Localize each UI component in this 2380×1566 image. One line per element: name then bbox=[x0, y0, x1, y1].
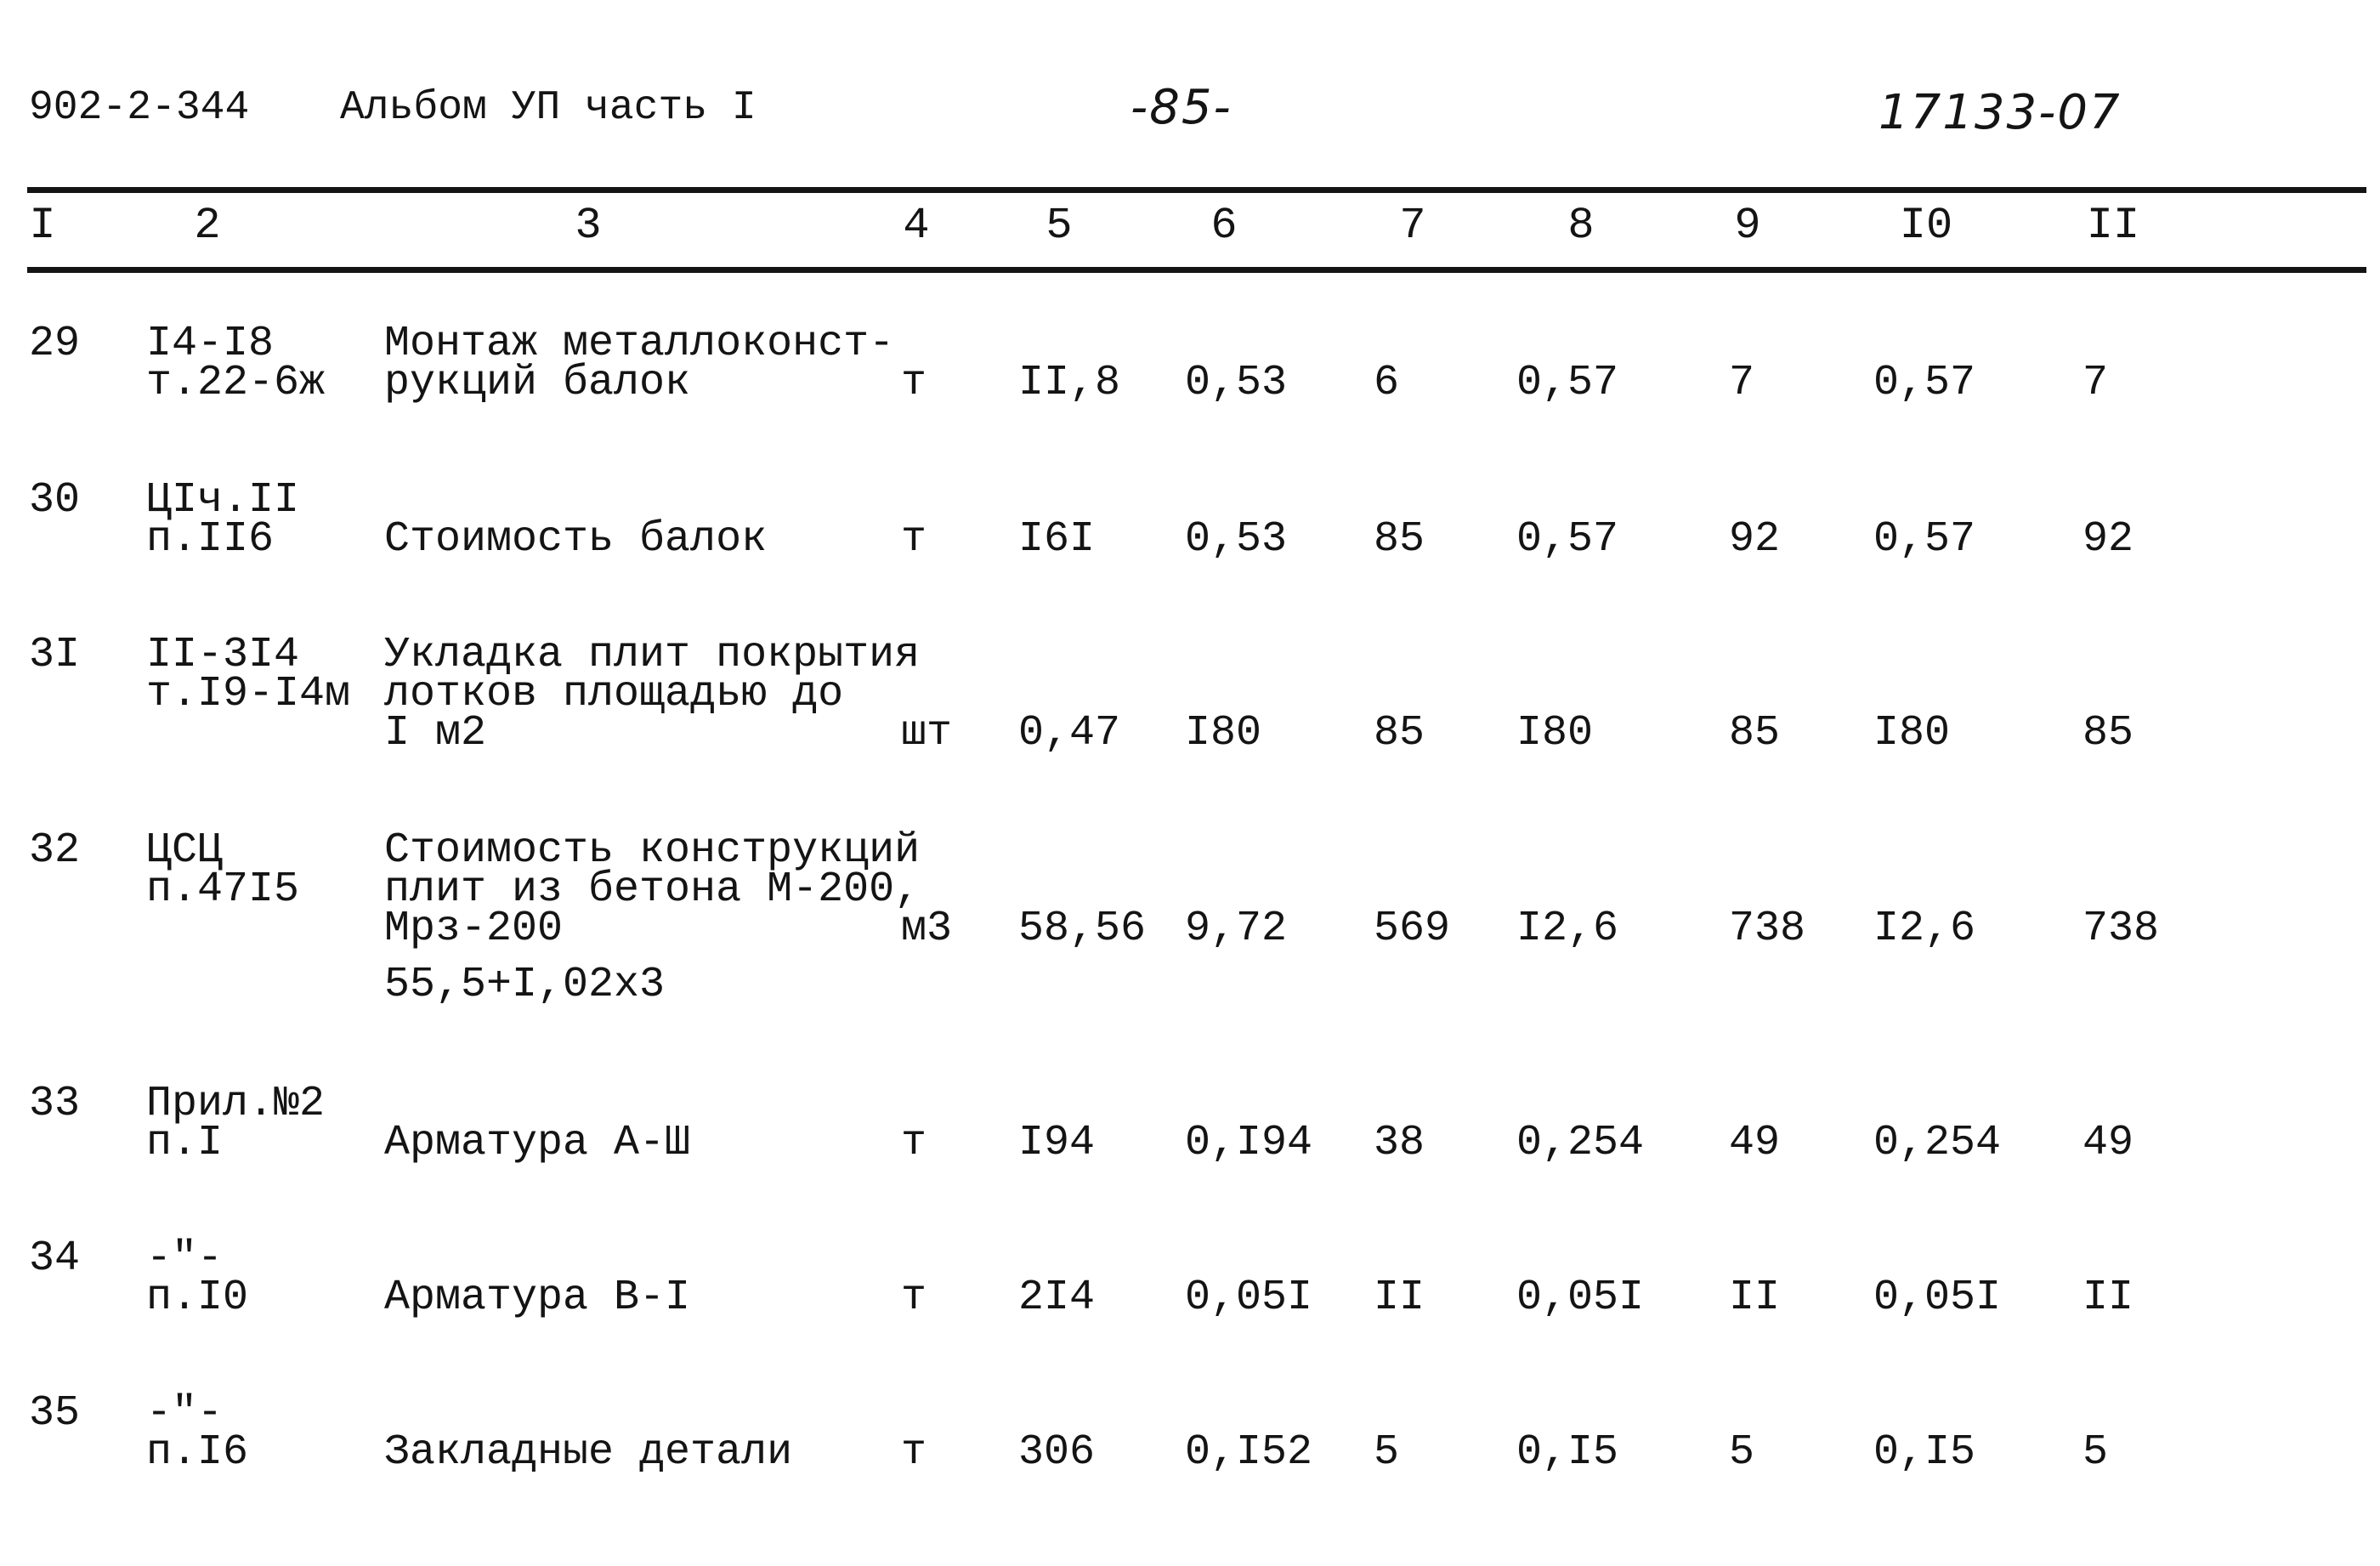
row-number: 3I bbox=[29, 631, 81, 679]
value-col10: 0,57 bbox=[1873, 359, 1976, 407]
table-row bbox=[0, 826, 2380, 1018]
value-col9: II bbox=[1729, 1274, 1781, 1322]
value-col8: I80 bbox=[1516, 709, 1594, 757]
value-col6: 9,72 bbox=[1185, 905, 1288, 953]
table-row bbox=[0, 1234, 2380, 1393]
unit: шт bbox=[901, 709, 953, 757]
unit: м3 bbox=[901, 905, 953, 953]
unit: т bbox=[901, 1428, 927, 1477]
value-col8: 0,254 bbox=[1516, 1119, 1645, 1167]
value-col5: I6I bbox=[1018, 515, 1096, 564]
description: Укладка плит покрытия лотков площадью до I м2 bbox=[384, 631, 921, 757]
value-col8: 0,57 bbox=[1516, 515, 1619, 564]
value-col10: 0,254 bbox=[1873, 1119, 2002, 1167]
col-header-8: 8 bbox=[1567, 201, 1595, 251]
value-col8: 0,I5 bbox=[1516, 1428, 1619, 1477]
value-col10: 0,I5 bbox=[1873, 1428, 1976, 1477]
value-col7: 38 bbox=[1374, 1119, 1425, 1167]
reference: I4-I8 т.22-6ж bbox=[146, 320, 326, 407]
reference: ЦIч.II п.II6 bbox=[146, 476, 300, 564]
header-rule bbox=[27, 267, 2366, 273]
description: Стоимость балок bbox=[384, 515, 768, 564]
row-number: 34 bbox=[29, 1234, 81, 1283]
description: Арматура А-Ш bbox=[384, 1119, 691, 1167]
row-number: 32 bbox=[29, 826, 81, 875]
document-code: 902-2-344 bbox=[29, 85, 250, 131]
value-col7: 6 bbox=[1374, 359, 1400, 407]
value-col9: 49 bbox=[1729, 1119, 1781, 1167]
value-col10: I2,6 bbox=[1873, 905, 1976, 953]
value-col11: 5 bbox=[2082, 1428, 2109, 1477]
col-header-3: 3 bbox=[575, 201, 602, 251]
value-col8: 0,05I bbox=[1516, 1274, 1645, 1322]
reference: II-3I4 т.I9-I4м bbox=[146, 631, 351, 718]
col-header-1: I bbox=[29, 201, 56, 251]
value-col9: 738 bbox=[1729, 905, 1806, 953]
value-col10: I80 bbox=[1873, 709, 1951, 757]
col-header-9: 9 bbox=[1734, 201, 1761, 251]
col-header-10: I0 bbox=[1899, 201, 1953, 251]
value-col8: I2,6 bbox=[1516, 905, 1619, 953]
unit: т bbox=[901, 515, 927, 564]
value-col8: 0,57 bbox=[1516, 359, 1619, 407]
value-col10: 0,05I bbox=[1873, 1274, 2002, 1322]
value-col10: 0,57 bbox=[1873, 515, 1976, 564]
value-col6: 0,53 bbox=[1185, 515, 1288, 564]
value-col5: I94 bbox=[1018, 1119, 1096, 1167]
value-col9: 7 bbox=[1729, 359, 1755, 407]
value-col7: 85 bbox=[1374, 709, 1425, 757]
value-col7: 85 bbox=[1374, 515, 1425, 564]
table-row bbox=[0, 631, 2380, 789]
col-header-7: 7 bbox=[1399, 201, 1426, 251]
value-col5: II,8 bbox=[1018, 359, 1121, 407]
value-col6: I80 bbox=[1185, 709, 1262, 757]
album-title: Альбом УП часть I bbox=[340, 85, 756, 131]
reference: -"- п.I6 bbox=[146, 1389, 249, 1477]
description: Арматура В-I bbox=[384, 1274, 691, 1322]
row-number: 29 bbox=[29, 320, 81, 368]
col-header-5: 5 bbox=[1046, 201, 1073, 251]
col-header-11: II bbox=[2086, 201, 2140, 251]
value-col11: 7 bbox=[2082, 359, 2109, 407]
value-col6: 0,05I bbox=[1185, 1274, 1313, 1322]
reference: Прил.№2 п.I bbox=[146, 1080, 326, 1167]
value-col5: 2I4 bbox=[1018, 1274, 1096, 1322]
row-number: 33 bbox=[29, 1080, 81, 1128]
value-col7: II bbox=[1374, 1274, 1425, 1322]
reference: ЦСЦ п.47I5 bbox=[146, 826, 300, 914]
value-col6: 0,I94 bbox=[1185, 1119, 1313, 1167]
value-col6: 0,53 bbox=[1185, 359, 1288, 407]
value-col6: 0,I52 bbox=[1185, 1428, 1313, 1477]
description: Стоимость конструкций плит из бетона М-200, Мрз-200 55,5+I,02х3 bbox=[384, 826, 921, 1009]
doc-number: 17133-07 bbox=[1878, 85, 2122, 140]
value-col11: 49 bbox=[2082, 1119, 2134, 1167]
unit: т bbox=[901, 1274, 927, 1322]
value-col9: 85 bbox=[1729, 709, 1781, 757]
table-row bbox=[0, 476, 2380, 634]
page-number: -85- bbox=[1130, 80, 1232, 135]
top-rule bbox=[27, 187, 2366, 193]
value-col11: 92 bbox=[2082, 515, 2134, 564]
value-col5: 58,56 bbox=[1018, 905, 1147, 953]
value-col5: 0,47 bbox=[1018, 709, 1121, 757]
table-row bbox=[0, 320, 2380, 478]
unit: т bbox=[901, 1119, 927, 1167]
value-col11: II bbox=[2082, 1274, 2134, 1322]
description: Закладные детали bbox=[384, 1428, 793, 1477]
value-col9: 5 bbox=[1729, 1428, 1755, 1477]
table-row bbox=[0, 1080, 2380, 1238]
row-number: 35 bbox=[29, 1389, 81, 1438]
value-col11: 738 bbox=[2082, 905, 2160, 953]
unit: т bbox=[901, 359, 927, 407]
value-col11: 85 bbox=[2082, 709, 2134, 757]
value-col5: 306 bbox=[1018, 1428, 1096, 1477]
col-header-4: 4 bbox=[903, 201, 930, 251]
col-header-6: 6 bbox=[1210, 201, 1238, 251]
col-header-2: 2 bbox=[194, 201, 221, 251]
table-row bbox=[0, 1389, 2380, 1547]
value-col7: 569 bbox=[1374, 905, 1451, 953]
value-col7: 5 bbox=[1374, 1428, 1400, 1477]
description: Монтаж металлоконст- рукций балок bbox=[384, 320, 895, 407]
row-number: 30 bbox=[29, 476, 81, 525]
reference: -"- п.I0 bbox=[146, 1234, 249, 1322]
value-col9: 92 bbox=[1729, 515, 1781, 564]
